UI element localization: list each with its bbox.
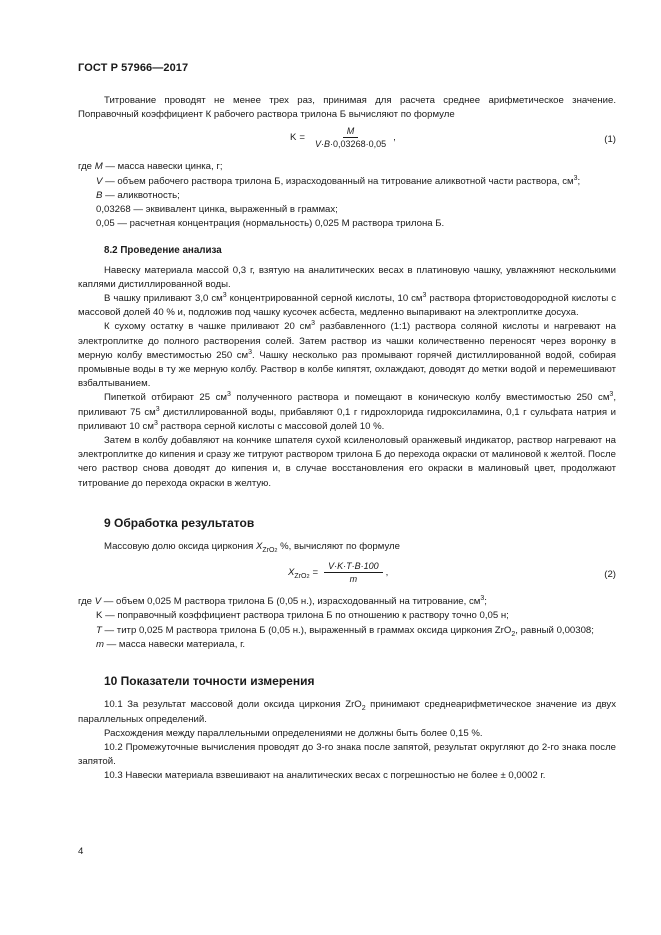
section-8-2-title: 8.2 Проведение анализа xyxy=(104,245,222,257)
def-B: B — аликвотность; xyxy=(96,189,180,201)
formula-1-tail: , xyxy=(393,131,396,143)
s82-paragraph-5: Затем в колбу добавляют на кончике шпателя сухой ксиленоловый оранжевый индикатор, раствор нагревают на электроплитке до кипения и сразу же титруют раствором трилона Б до перехода окраски от малиновой к желтой. После чего раствор снова доводят до кипения и, в случае восстановления его окраски в малиновый цвет, продолжают титрование до перехода окраски в желтую. xyxy=(78,435,616,489)
formula-2-fraction xyxy=(324,560,383,585)
formula-1-number: (1) xyxy=(604,134,616,146)
s82-paragraph-3: К сухому остатку в чашке приливают 20 $см^3$ разбавленного (1:1) раствора соляной кислоты и нагревают на электроплитке до полного растворения солей. Затем раствор из чашки количественно переносят через воронку в мерную колбу вместимостью 250 $см^3$. Чашку несколько раз промывают горячей дистиллированной водой, собирая промывные воды в ту же мерную колбу. Раствор в колбе кипятят, охлаждают, доводят до метки водой и перемешивают взбалтыванием. xyxy=(78,320,616,390)
def2-T: T — титр 0,025 М раствора трилона Б (0,05 н.), выраженный в граммах оксида циркония ZrO$_2$, равный 0,00308; xyxy=(96,624,594,638)
formula-2-denominator: m xyxy=(349,574,358,585)
formula-2-numerator: V·K·T·B·100 xyxy=(324,560,383,573)
intro-paragraph: Титрование проводят не менее трех раз, принимая для расчета среднее арифметическое значение. Поправочный коэффициент К рабочего раствора трилона Б вычисляют по формуле xyxy=(78,95,616,121)
formula-1-fraction xyxy=(311,125,390,150)
formula-1-numerator: M xyxy=(343,125,359,138)
formula-2-lhs: $X_{ZrO2}$ xyxy=(288,566,310,580)
def-concentration: 0,05 — расчетная концентрация (нормальность) 0,025 М раствора трилона Б. xyxy=(96,218,445,230)
section-9-title: 9 Обработка результатов xyxy=(104,515,255,530)
formula-1-definitions xyxy=(78,160,616,231)
formula-2-definitions xyxy=(78,595,616,652)
page-number: 4 xyxy=(78,846,84,857)
formula-1-denominator: V·B·0,03268·0,05 xyxy=(315,139,387,150)
s82-paragraph-4: Пипеткой отбирают 25 $см^3$ полученного раствора и помещают в коническую колбу вместимостью 250 $см^3$, приливают 75 $см^3$ дистиллированной воды, прибавляют 0,1 г гидрохлорида гидроксиламина, 0,1 г сульфата натрия и приливают 10 $см^3$ раствора серной кислоты с массовой долей 10 %. xyxy=(78,391,616,432)
s9-paragraph-1: Массовую долю оксида циркония $X_{ZrO2}$ %, вычисляют по формуле xyxy=(104,541,400,554)
def2-K: K — поправочный коэффициент раствора трилона Б по отношению к раствору точно 0,05 н; xyxy=(96,610,509,622)
s10-paragraph-3: 10.2 Промежуточные вычисления проводят до 3-го знака после запятой, результат округляют до 2-го знака после запятой. xyxy=(78,741,616,768)
s82-paragraph-2: В чашку приливают 3,0 $см^3$ концентрированной серной кислоты, 10 $см^3$ раствора фтористоводородной кислоты с массовой долей 40 % и, подложив под чашку кусочек асбеста, медленно выпаривают на электроплитке досуха. xyxy=(78,291,616,319)
s10-paragraph-4: 10.3 Навески материала взвешивают на аналитических весах с погрешностью не более ± 0,0002 г. xyxy=(104,770,546,782)
formula-1 xyxy=(78,125,616,155)
section-10-title: 10 Показатели точности измерения xyxy=(104,674,315,689)
def2-V: где V — объем 0,025 М раствора трилона Б (0,05 н.), израсходованный на титрование, $см^3$; xyxy=(78,595,487,608)
formula-2-tail: , xyxy=(385,566,389,578)
document-body xyxy=(78,94,616,784)
def-V: V — объем рабочего раствора трилона Б, израсходованный на титрование аликвотной части раствора, $см^3$; xyxy=(96,174,581,187)
s10-paragraph-1: 10.1 За результат массовой доли оксида циркония ZrO$_2$ принимают среднеарифметическое значение из двух параллельных определений. xyxy=(78,699,616,725)
def-M: где M — масса навески цинка, г; xyxy=(78,161,223,173)
s82-paragraph-1: Навеску материала массой 0,3 г, взятую на аналитических весах в платиновую чашку, увлажняют несколькими каплями дистиллированной воды. xyxy=(78,264,616,290)
formula-1-lhs: K xyxy=(290,131,297,143)
formula-2-equals: = xyxy=(312,566,319,578)
s10-paragraph-2: Расхождения между параллельными определениями не должны быть более 0,15 %. xyxy=(104,727,483,739)
formula-2-number: (2) xyxy=(604,569,616,581)
standard-header: ГОСТ Р 57966—2017 xyxy=(78,62,189,74)
def-zinc-equivalent: 0,03268 — эквивалент цинка, выраженный в граммах; xyxy=(96,204,338,216)
formula-2 xyxy=(78,560,616,590)
def2-m: m — масса навески материала, г. xyxy=(96,638,246,650)
formula-1-equals: = xyxy=(299,131,306,143)
